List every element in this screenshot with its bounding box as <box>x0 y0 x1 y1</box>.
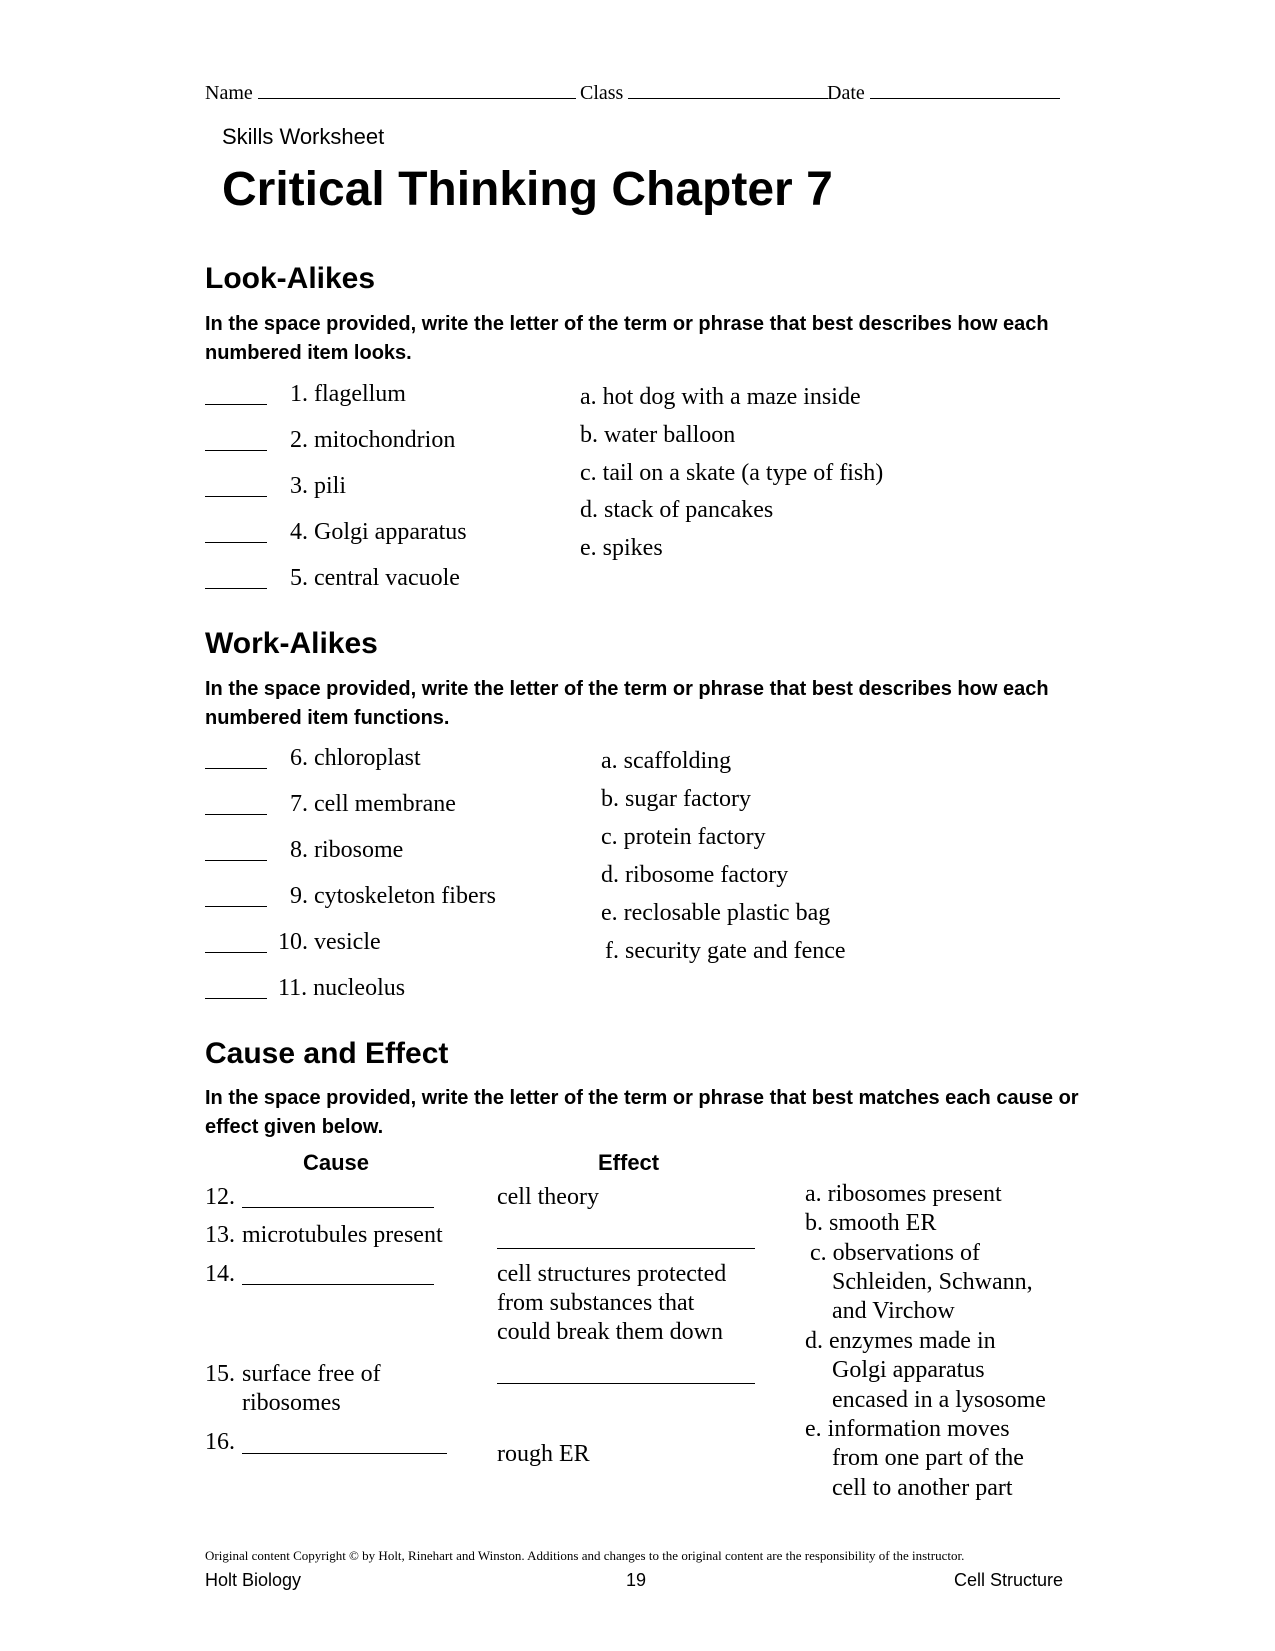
cause-text: surface free of <box>242 1361 381 1387</box>
choice-label: a. ribosomes present <box>805 1181 1002 1207</box>
choice-label: d. ribosome factory <box>601 862 789 888</box>
list-item <box>205 384 267 412</box>
choice-label: e. information moves <box>805 1416 1010 1442</box>
item-number: 12. <box>205 1184 235 1210</box>
choice-label: a. scaffolding <box>601 748 732 774</box>
item-label: 3. pili <box>290 473 347 499</box>
item-label: 4. Golgi apparatus <box>290 519 467 545</box>
answer-blank[interactable] <box>205 430 267 451</box>
answer-blank[interactable] <box>205 932 267 953</box>
item-label: 9. cytoskeleton fibers <box>290 883 496 909</box>
column-header-effect: Effect <box>598 1150 660 1175</box>
cause-text: microtubules present <box>242 1222 443 1248</box>
column-header-cause: Cause <box>303 1150 370 1175</box>
item-label: 1. flagellum <box>290 381 406 407</box>
instructions-cause-effect: In the space provided, write the letter of the term or phrase that best matches each cause or effect given below. <box>205 1087 1079 1138</box>
copyright-notice: Original content Copyright © by Holt, Rinehart and Winston. Additions and changes to the original content are the responsibility of the instructor. <box>205 1548 965 1563</box>
item-label: 5. central vacuole <box>290 565 460 591</box>
choice-label: and Virchow <box>832 1298 955 1324</box>
answer-blank[interactable] <box>497 1248 755 1249</box>
answer-blank[interactable] <box>242 1453 447 1454</box>
answer-blank[interactable] <box>205 748 267 769</box>
choice-label: Schleiden, Schwann, <box>832 1269 1033 1295</box>
choice-label: e. reclosable plastic bag <box>601 900 831 926</box>
list-item <box>205 840 267 868</box>
section-heading-cause-effect: Cause and Effect <box>205 1037 449 1070</box>
choice-label: from one part of the <box>832 1445 1024 1471</box>
list-item <box>205 748 267 776</box>
answer-blank[interactable] <box>205 384 267 405</box>
choice-label: Golgi apparatus <box>832 1357 985 1383</box>
choice-label: c. tail on a skate (a type of fish) <box>580 460 884 486</box>
name-underline[interactable] <box>258 80 576 99</box>
answer-blank[interactable] <box>205 978 267 999</box>
answer-blank[interactable] <box>242 1284 434 1285</box>
item-label: 2. mitochondrion <box>290 427 456 453</box>
instructions-look-alikes: In the space provided, write the letter of the term or phrase that best describes how each numbered item looks. <box>205 313 1049 364</box>
name-label: Name <box>205 82 253 104</box>
answer-blank[interactable] <box>205 840 267 861</box>
answer-blank[interactable] <box>497 1383 755 1384</box>
item-label: 8. ribosome <box>290 837 404 863</box>
list-item <box>205 978 267 1006</box>
page-number: 19 <box>626 1570 647 1590</box>
page-title: Critical Thinking Chapter 7 <box>222 163 833 216</box>
effect-text: rough ER <box>497 1441 590 1467</box>
effect-text: cell structures protected <box>497 1261 727 1287</box>
effect-text: could break them down <box>497 1319 723 1345</box>
choice-label: b. sugar factory <box>601 786 751 812</box>
item-number: 15. <box>205 1361 235 1387</box>
footer-book-title: Holt Biology <box>205 1570 302 1590</box>
answer-blank[interactable] <box>205 476 267 497</box>
effect-text: from substances that <box>497 1290 695 1316</box>
choice-label: f. security gate and fence <box>605 938 846 964</box>
section-heading-look-alikes: Look-Alikes <box>205 262 376 295</box>
class-label: Class <box>580 82 624 104</box>
choice-label: c. observations of <box>810 1240 980 1266</box>
date-label: Date <box>827 82 865 104</box>
list-item <box>205 430 267 458</box>
item-label: 11. nucleolus <box>278 975 406 1001</box>
answer-blank[interactable] <box>205 886 267 907</box>
list-item <box>205 568 267 596</box>
item-number: 16. <box>205 1429 235 1455</box>
item-label: 7. cell membrane <box>290 791 456 817</box>
footer-chapter-title: Cell Structure <box>954 1570 1064 1590</box>
choice-label: d. stack of pancakes <box>580 497 774 523</box>
date-underline[interactable] <box>870 80 1060 99</box>
answer-blank[interactable] <box>205 568 267 589</box>
answer-blank[interactable] <box>205 522 267 543</box>
item-label: 10. vesicle <box>278 929 381 955</box>
list-item <box>205 932 267 960</box>
choice-label: e. spikes <box>580 535 663 561</box>
answer-blank[interactable] <box>242 1207 434 1208</box>
choice-label: b. water balloon <box>580 422 736 448</box>
cause-text: ribosomes <box>242 1390 341 1416</box>
choice-label: cell to another part <box>832 1475 1013 1501</box>
date-field[interactable] <box>827 80 1060 105</box>
choice-label: c. protein factory <box>601 824 766 850</box>
list-item <box>205 886 267 914</box>
choice-label: a. hot dog with a maze inside <box>580 384 861 410</box>
class-field[interactable] <box>580 80 828 105</box>
choice-label: d. enzymes made in <box>805 1328 996 1354</box>
item-label: 6. chloroplast <box>290 745 421 771</box>
item-number: 14. <box>205 1261 235 1287</box>
choice-label: b. smooth ER <box>805 1210 937 1236</box>
list-item <box>205 476 267 504</box>
class-underline[interactable] <box>628 80 828 99</box>
list-item <box>205 522 267 550</box>
list-item <box>205 794 267 822</box>
item-number: 13. <box>205 1222 235 1248</box>
choice-label: encased in a lysosome <box>832 1387 1046 1413</box>
section-heading-work-alikes: Work-Alikes <box>205 627 378 660</box>
effect-text: cell theory <box>497 1184 599 1210</box>
name-field[interactable] <box>205 80 576 105</box>
answer-blank[interactable] <box>205 794 267 815</box>
worksheet-kicker: Skills Worksheet <box>222 124 385 149</box>
instructions-work-alikes: In the space provided, write the letter of the term or phrase that best describes how each numbered item functions. <box>205 678 1049 729</box>
